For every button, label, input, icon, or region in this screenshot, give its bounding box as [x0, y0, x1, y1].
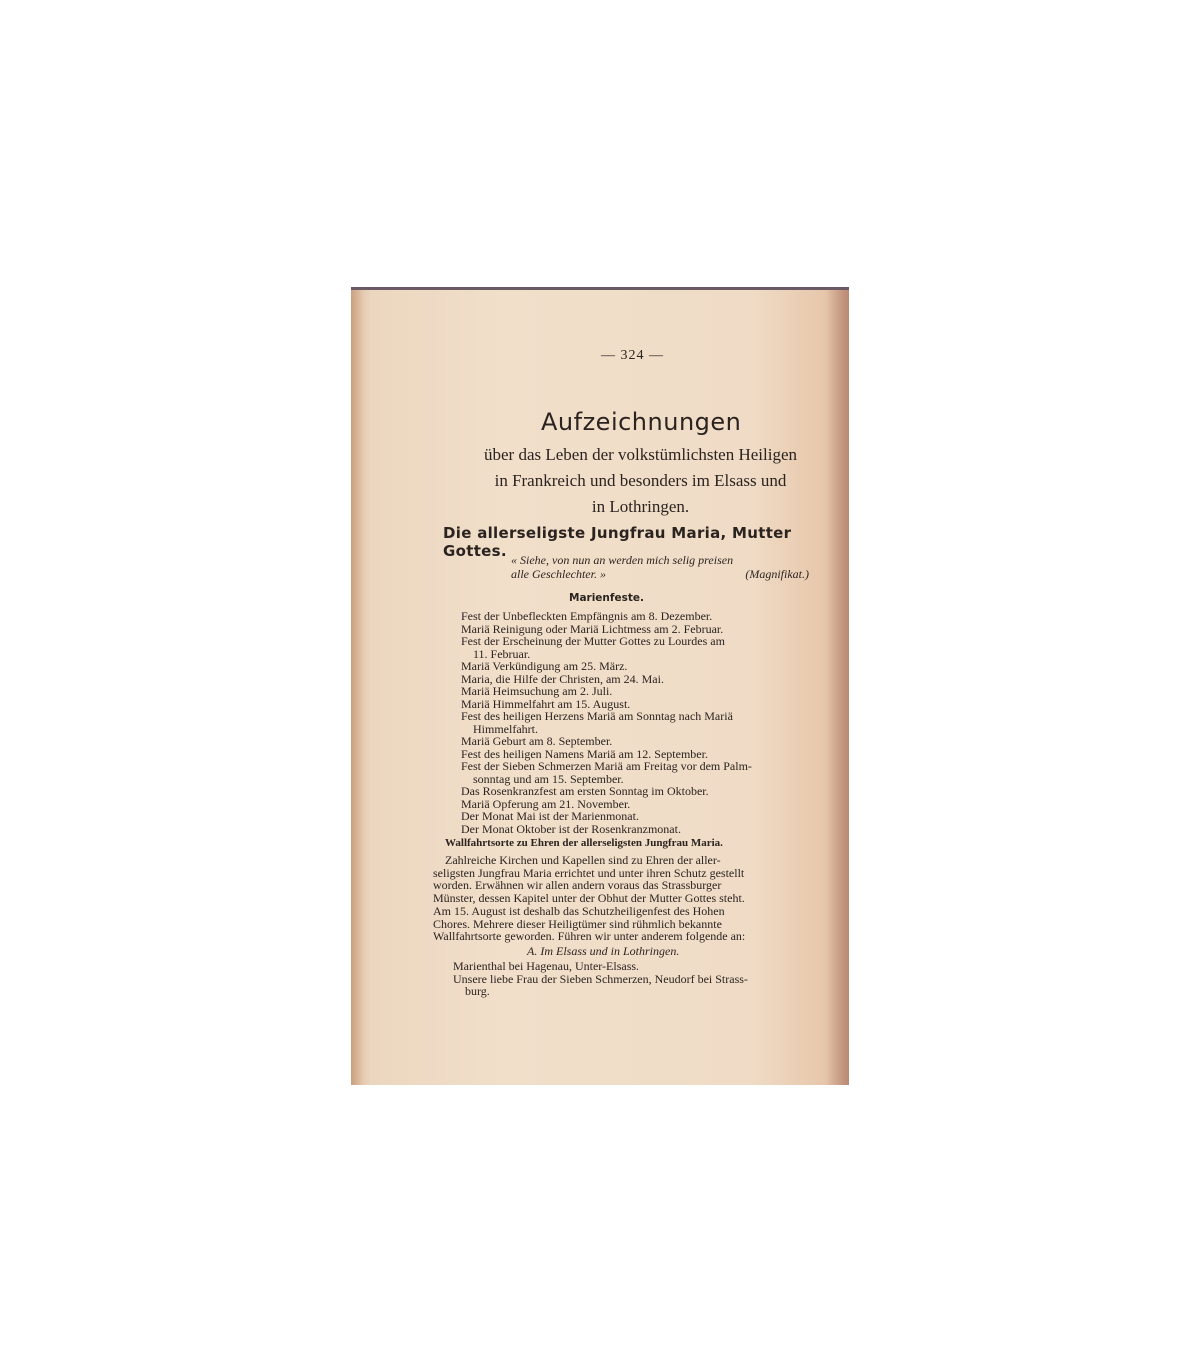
place-item: Marienthal bei Hagenau, Unter-Elsass. [453, 959, 640, 973]
page-gutter-shadow [351, 290, 363, 1085]
paragraph-line: seligsten Jungfrau Maria errichtet und unter ihren Schutz gestellt [433, 865, 745, 880]
feast-item: Der Monat Mai ist der Marienmonat. [461, 809, 639, 823]
feast-item-continuation: Himmelfahrt. [473, 721, 538, 736]
subtitle [443, 442, 838, 520]
feast-item: Mariä Heimsuchung am 2. Juli. [461, 684, 613, 698]
feast-item: Das Rosenkranzfest am ersten Sonntag im Oktober. [461, 784, 709, 798]
paragraph-line: worden. Erwähnen wir allen andern voraus das Strassburger [433, 878, 722, 893]
feast-item: Mariä Opferung am 21. November. [461, 796, 631, 811]
feast-list [461, 610, 829, 835]
quote-line: « Siehe, von nun an werden mich selig preisen [511, 553, 734, 567]
place-item-continuation: burg. [465, 984, 490, 998]
subtitle-line: über das Leben der volkstümlichsten Heiligen [484, 445, 797, 464]
feast-item: Fest der Erscheinung der Mutter Gottes zu Lourdes am [461, 634, 725, 648]
feast-item: Fest der Sieben Schmerzen Mariä am Freitag vor dem Palm- [461, 759, 752, 773]
wallfahrt-heading: Wallfahrtsorte zu Ehren der allerseligsten Jungfrau Maria. [445, 837, 723, 849]
marienfeste-heading: Marienfeste. [569, 592, 644, 604]
feast-item: Maria, die Hilfe der Christen, am 24. Mai. [461, 671, 664, 686]
paragraph-line: Zahlreiche Kirchen und Kapellen sind zu Ehren der aller- [445, 853, 721, 867]
feast-item: Mariä Verkündigung am 25. März. [461, 659, 628, 673]
paragraph-line: Wallfahrtsorte geworden. Führen wir unter anderem folgende an: [433, 929, 746, 944]
feast-item: Der Monat Oktober ist der Rosenkranzmonat. [461, 821, 681, 836]
subtitle-line: in Lothringen. [591, 497, 690, 516]
section-heading: Die allerseligste Jungfrau Maria, Mutter Gottes. [443, 524, 792, 560]
body-paragraph [433, 854, 821, 943]
subsection-heading: A. Im Elsass und in Lothringen. [527, 944, 680, 958]
feast-item: Mariä Himmelfahrt am 15. August. [461, 696, 631, 711]
feast-item: Fest der Unbefleckten Empfängnis am 8. Dezember. [461, 609, 713, 623]
quote-line-text: alle Geschlechter. » [511, 567, 606, 581]
epigraph-quote [511, 553, 831, 581]
feast-item: Mariä Geburt am 8. September. [461, 734, 613, 748]
paragraph-line: Münster, dessen Kapitel unter der Obhut der Mutter Gottes steht. [433, 891, 745, 906]
page-title: Aufzeichnungen [541, 408, 742, 436]
subtitle-line: in Frankreich und besonders im Elsass und [494, 471, 787, 490]
feast-item: Mariä Reinigung oder Mariä Lichtmess am 2. Februar. [461, 621, 724, 636]
feast-item-continuation: sonntag und am 15. September. [473, 771, 624, 786]
pilgrimage-list [453, 960, 823, 998]
paragraph-line: Chores. Mehrere dieser Heiligtümer sind rühmlich bekannte [433, 916, 722, 931]
book-page [351, 287, 849, 1085]
paragraph-line: Am 15. August ist deshalb das Schutzheiligenfest des Hohen [433, 903, 725, 918]
feast-item: Fest des heiligen Namens Mariä am 12. September. [461, 746, 708, 761]
page-edge-shadow [827, 290, 849, 1085]
quote-attribution: (Magnifikat.) [745, 567, 809, 581]
place-item: Unsere liebe Frau der Sieben Schmerzen, Neudorf bei Strass- [453, 971, 748, 986]
feast-item: Fest des heiligen Herzens Mariä am Sonntag nach Mariä [461, 709, 733, 723]
feast-item-continuation: 11. Februar. [473, 646, 531, 661]
page-number: — 324 — [601, 348, 664, 363]
